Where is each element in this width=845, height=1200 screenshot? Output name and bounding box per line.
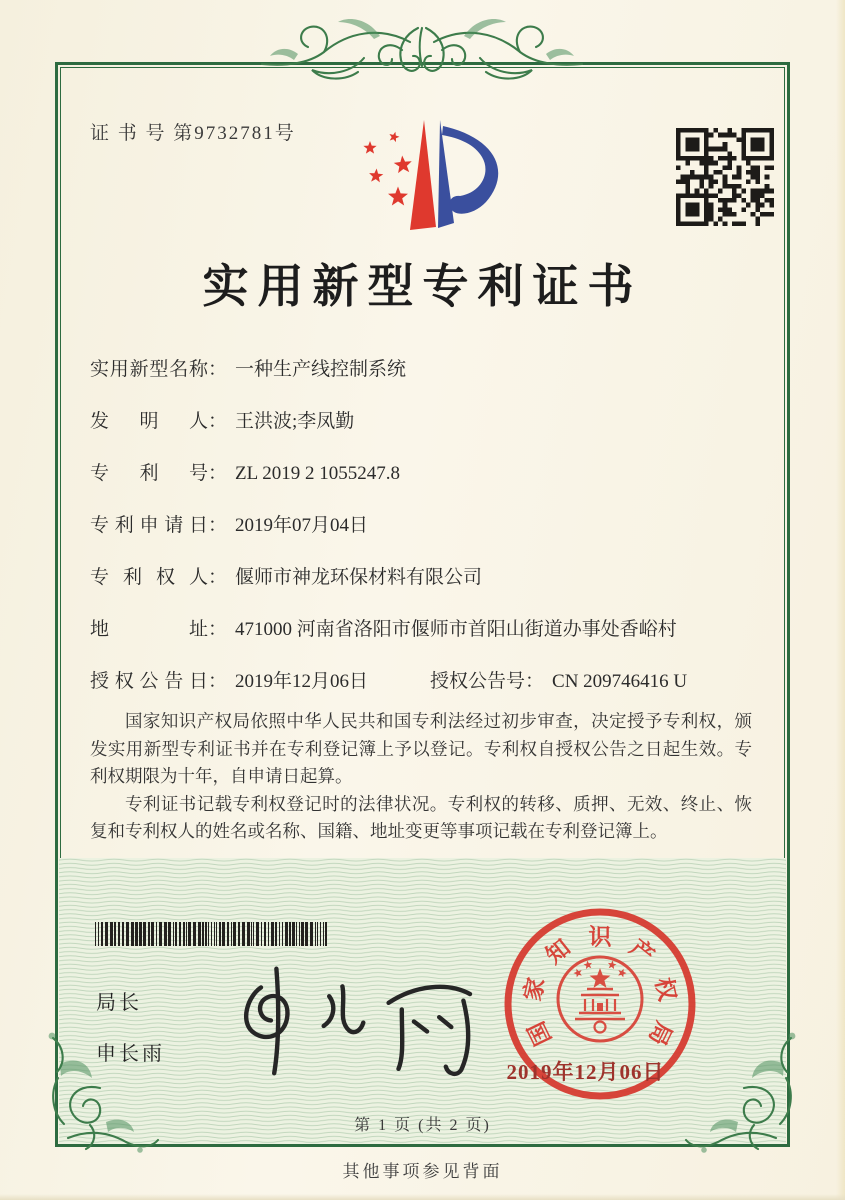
field-row-patentee: 专利权人： 偃师市神龙环保材料有限公司 bbox=[90, 564, 755, 592]
field-row-inventor: 发明人： 王洪波;李凤勤 bbox=[90, 408, 755, 436]
legal-paragraph-1: 国家知识产权局依照中华人民共和国专利法经过初步审查，决定授予专利权，颁发实用新型专利证书并在专利登记簿上予以登记。专利权自授权公告之日起生效。专利权期限为十年，自申请日起算。 bbox=[90, 711, 752, 786]
field-value: ZL 2019 2 1055247.8 bbox=[235, 463, 401, 484]
grant-number-cell: 授权公告号： CN 209746416 U bbox=[430, 671, 688, 692]
field-row-grant bbox=[90, 668, 755, 696]
legal-paragraph-2: 专利证书记载专利权登记时的法律状况。专利权的转移、质押、无效、终止、恢复和专利权人的姓名或名称、国籍、地址变更等事项记载在专利登记簿上。 bbox=[90, 793, 752, 841]
field-list bbox=[90, 356, 755, 720]
officer-block bbox=[96, 986, 165, 1066]
svg-text:产: 产 bbox=[625, 934, 659, 969]
svg-text:权: 权 bbox=[650, 975, 681, 1004]
field-label: 授权公告号 bbox=[430, 671, 526, 692]
svg-text:局: 局 bbox=[643, 1017, 677, 1050]
field-label: 授权公告日 bbox=[90, 671, 208, 692]
field-value: 2019年12月06日 bbox=[235, 671, 369, 692]
svg-text:家: 家 bbox=[519, 975, 550, 1004]
field-value: 王洪波;李凤勤 bbox=[235, 411, 355, 432]
field-value: CN 209746416 U bbox=[552, 671, 688, 692]
field-row-filing-date: 专利申请日： 2019年07月04日 bbox=[90, 512, 755, 540]
field-row-invention-name: 实用新型名称： 一种生产线控制系统 bbox=[90, 356, 755, 384]
officer-title: 局长 bbox=[96, 992, 142, 1014]
svg-text:知: 知 bbox=[541, 934, 575, 969]
field-row-patent-number: 专利号： ZL 2019 2 1055247.8 bbox=[90, 460, 755, 488]
scan-edge bbox=[836, 0, 845, 1200]
svg-text:国: 国 bbox=[523, 1017, 557, 1050]
field-label: 发明人 bbox=[90, 411, 208, 432]
scan-edge bbox=[0, 1194, 845, 1200]
certificate-number: 证 书 号 第9732781号 bbox=[90, 123, 296, 144]
seal-national-emblem bbox=[558, 957, 642, 1041]
seal-ring-text-group bbox=[519, 925, 681, 1050]
field-label: 专利号 bbox=[90, 463, 208, 484]
legal-text bbox=[90, 708, 752, 846]
grant-date-cell: 授权公告日： 2019年12月06日 bbox=[90, 668, 430, 696]
svg-text:识: 识 bbox=[588, 924, 612, 950]
seal-date: 2019年12月06日 bbox=[506, 1060, 665, 1084]
certificate-title: 实用新型专利证书 bbox=[202, 261, 643, 312]
field-label: 地址 bbox=[90, 619, 208, 640]
cnipa-logo-icon bbox=[348, 114, 510, 240]
barcode-icon bbox=[95, 922, 331, 946]
back-side-note: 其他事项参见背面 bbox=[342, 1162, 503, 1181]
field-value: 471000 河南省洛阳市偃师市首阳山街道办事处香峪村 bbox=[235, 619, 677, 640]
field-value: 偃师市神龙环保材料有限公司 bbox=[235, 567, 483, 588]
top-scroll-ornament bbox=[252, 10, 592, 94]
officer-name: 申长雨 bbox=[96, 1043, 165, 1065]
signature-shen-changyu-icon bbox=[228, 962, 514, 1080]
field-value: 一种生产线控制系统 bbox=[235, 359, 407, 380]
field-label: 实用新型名称 bbox=[90, 359, 208, 380]
page-number: 第 1 页 (共 2 页) bbox=[354, 1117, 491, 1134]
qr-code-icon bbox=[676, 128, 774, 226]
field-label: 专利申请日 bbox=[90, 515, 208, 536]
field-value: 2019年07月04日 bbox=[235, 515, 369, 536]
field-label: 专利权人 bbox=[90, 567, 208, 588]
field-row-address: 地址： 471000 河南省洛阳市偃师市首阳山街道办事处香峪村 bbox=[90, 616, 755, 644]
